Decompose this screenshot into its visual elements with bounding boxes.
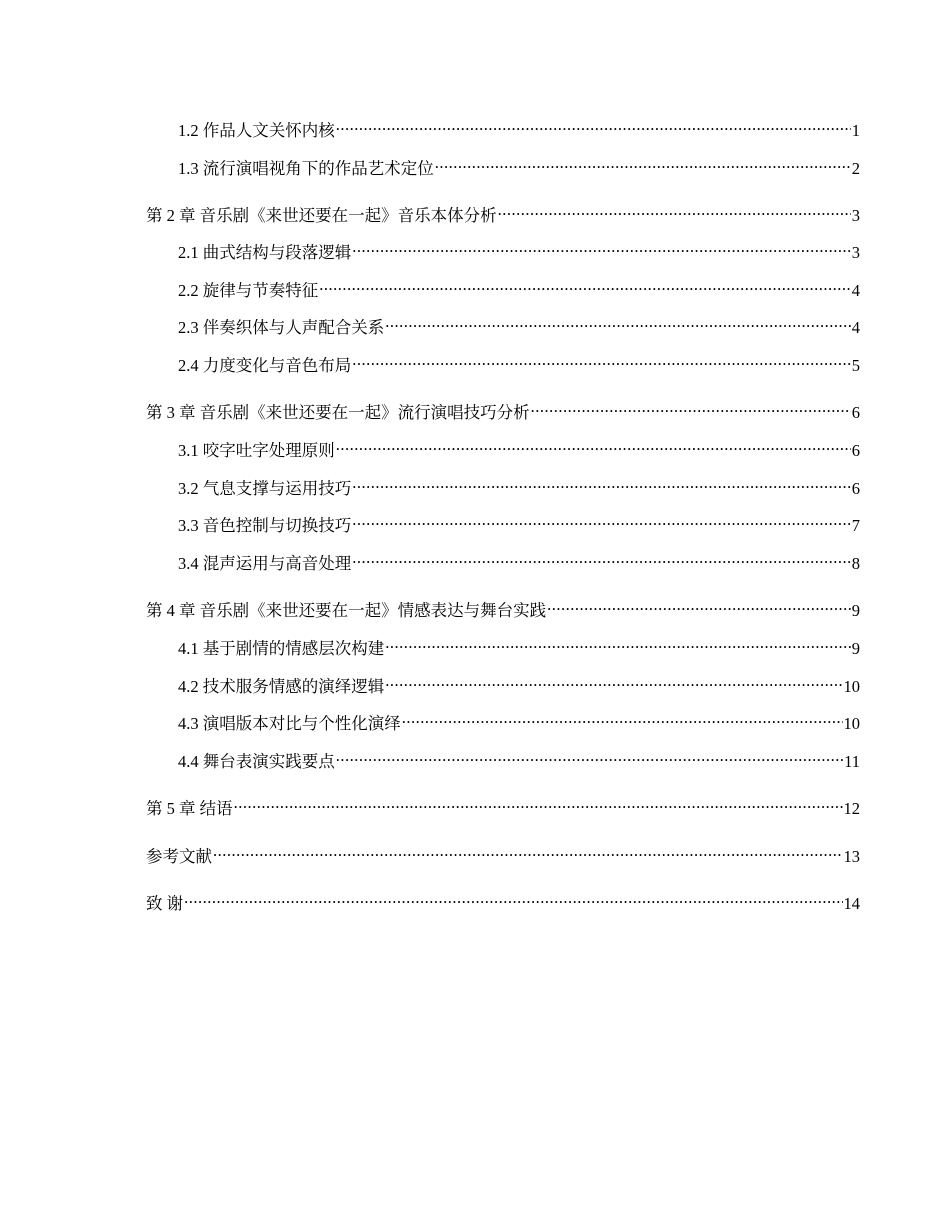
toc-leader-dots	[498, 199, 851, 221]
toc-leader-dots	[352, 472, 851, 494]
toc-entry-page: 3	[851, 206, 860, 225]
toc-entry-page: 10	[843, 677, 860, 696]
toc-entry-title: 参考文献	[146, 847, 212, 866]
toc-entry-page: 7	[851, 516, 860, 535]
toc-entry-title: 2.3 伴奏织体与人声配合关系	[178, 318, 385, 337]
toc-entry-page: 6	[851, 441, 860, 460]
toc-entry[interactable]	[178, 707, 860, 733]
toc-entry-title: 第 2 章 音乐剧《来世还要在一起》音乐本体分析	[146, 206, 497, 225]
toc-leader-dots	[319, 274, 851, 296]
toc-entry[interactable]	[146, 887, 860, 913]
toc-entry-page: 3	[851, 243, 860, 262]
toc-entry[interactable]	[178, 632, 860, 658]
toc-entry-page: 13	[843, 847, 860, 866]
toc-leader-dots	[385, 670, 842, 692]
toc-entry-page: 2	[851, 159, 860, 178]
toc-entry-page: 1	[851, 121, 860, 140]
toc-leader-dots	[352, 236, 851, 258]
toc-entry[interactable]	[178, 547, 860, 573]
toc-entry-title: 第 3 章 音乐剧《来世还要在一起》流行演唱技巧分析	[146, 403, 530, 422]
toc-entry-page: 11	[844, 752, 860, 771]
toc-entry-title: 1.2 作品人文关怀内核	[178, 121, 335, 140]
toc-entry-title: 3.1 咬字吐字处理原则	[178, 441, 335, 460]
toc-entry-title: 3.3 音色控制与切换技巧	[178, 516, 352, 535]
toc-leader-dots	[184, 887, 842, 909]
toc-leader-dots	[402, 707, 843, 729]
toc-entry-title: 4.2 技术服务情感的演绎逻辑	[178, 677, 385, 696]
toc-entry[interactable]	[178, 509, 860, 535]
toc-entry[interactable]	[178, 311, 860, 337]
toc-entry-page: 9	[851, 601, 860, 620]
toc-entry-page: 9	[851, 639, 860, 658]
toc-entry-title: 4.3 演唱版本对比与个性化演绎	[178, 714, 401, 733]
toc-leader-dots	[385, 632, 851, 654]
toc-entry-page: 8	[851, 554, 860, 573]
toc-entry-title: 1.3 流行演唱视角下的作品艺术定位	[178, 159, 434, 178]
toc-entry[interactable]	[178, 745, 860, 771]
toc-entry-page: 14	[843, 894, 860, 913]
toc-entry-title: 2.2 旋律与节奏特征	[178, 281, 319, 300]
toc-entry-title: 第 4 章 音乐剧《来世还要在一起》情感表达与舞台实践	[146, 601, 547, 620]
toc-entry-title: 第 5 章 结语	[146, 799, 233, 818]
toc-leader-dots	[435, 152, 851, 174]
toc-leader-dots	[352, 509, 851, 531]
toc-entry-title: 4.1 基于剧情的情感层次构建	[178, 639, 385, 658]
toc-leader-dots	[234, 792, 843, 814]
toc-leader-dots	[352, 349, 851, 371]
toc-entry-page: 12	[843, 799, 860, 818]
toc-entry[interactable]	[178, 434, 860, 460]
toc-entry[interactable]	[178, 152, 860, 178]
toc-entry-page: 6	[851, 403, 860, 422]
toc-entry-title: 3.2 气息支撑与运用技巧	[178, 479, 352, 498]
toc-leader-dots	[213, 840, 843, 862]
toc-entry-page: 4	[851, 318, 860, 337]
toc-entry[interactable]	[178, 349, 860, 375]
toc-leader-dots	[336, 434, 851, 456]
toc-leader-dots	[385, 311, 851, 333]
toc-entry[interactable]	[178, 114, 860, 140]
toc-entry-title: 致 谢	[146, 894, 184, 913]
toc-entry-title: 2.4 力度变化与音色布局	[178, 356, 352, 375]
toc-entry[interactable]	[146, 199, 860, 225]
toc-entry-page: 4	[851, 281, 860, 300]
toc-entry[interactable]	[146, 594, 860, 620]
toc-entry-page: 5	[851, 356, 860, 375]
toc-entry-title: 4.4 舞台表演实践要点	[178, 752, 335, 771]
toc-entry-page: 6	[851, 479, 860, 498]
toc-entry[interactable]	[146, 840, 860, 866]
toc-leader-dots	[352, 547, 851, 569]
toc-entry[interactable]	[178, 472, 860, 498]
toc-entry[interactable]	[178, 670, 860, 696]
toc-entry[interactable]	[178, 236, 860, 262]
toc-entry[interactable]	[146, 396, 860, 422]
toc-entry-page: 10	[843, 714, 860, 733]
toc-leader-dots	[336, 114, 851, 136]
toc-entry[interactable]	[146, 792, 860, 818]
toc-entry[interactable]	[178, 274, 860, 300]
toc-leader-dots	[531, 396, 851, 418]
toc-entry-title: 3.4 混声运用与高音处理	[178, 554, 352, 573]
toc-leader-dots	[547, 594, 851, 616]
toc-leader-dots	[336, 745, 843, 767]
toc-entry-title: 2.1 曲式结构与段落逻辑	[178, 243, 352, 262]
